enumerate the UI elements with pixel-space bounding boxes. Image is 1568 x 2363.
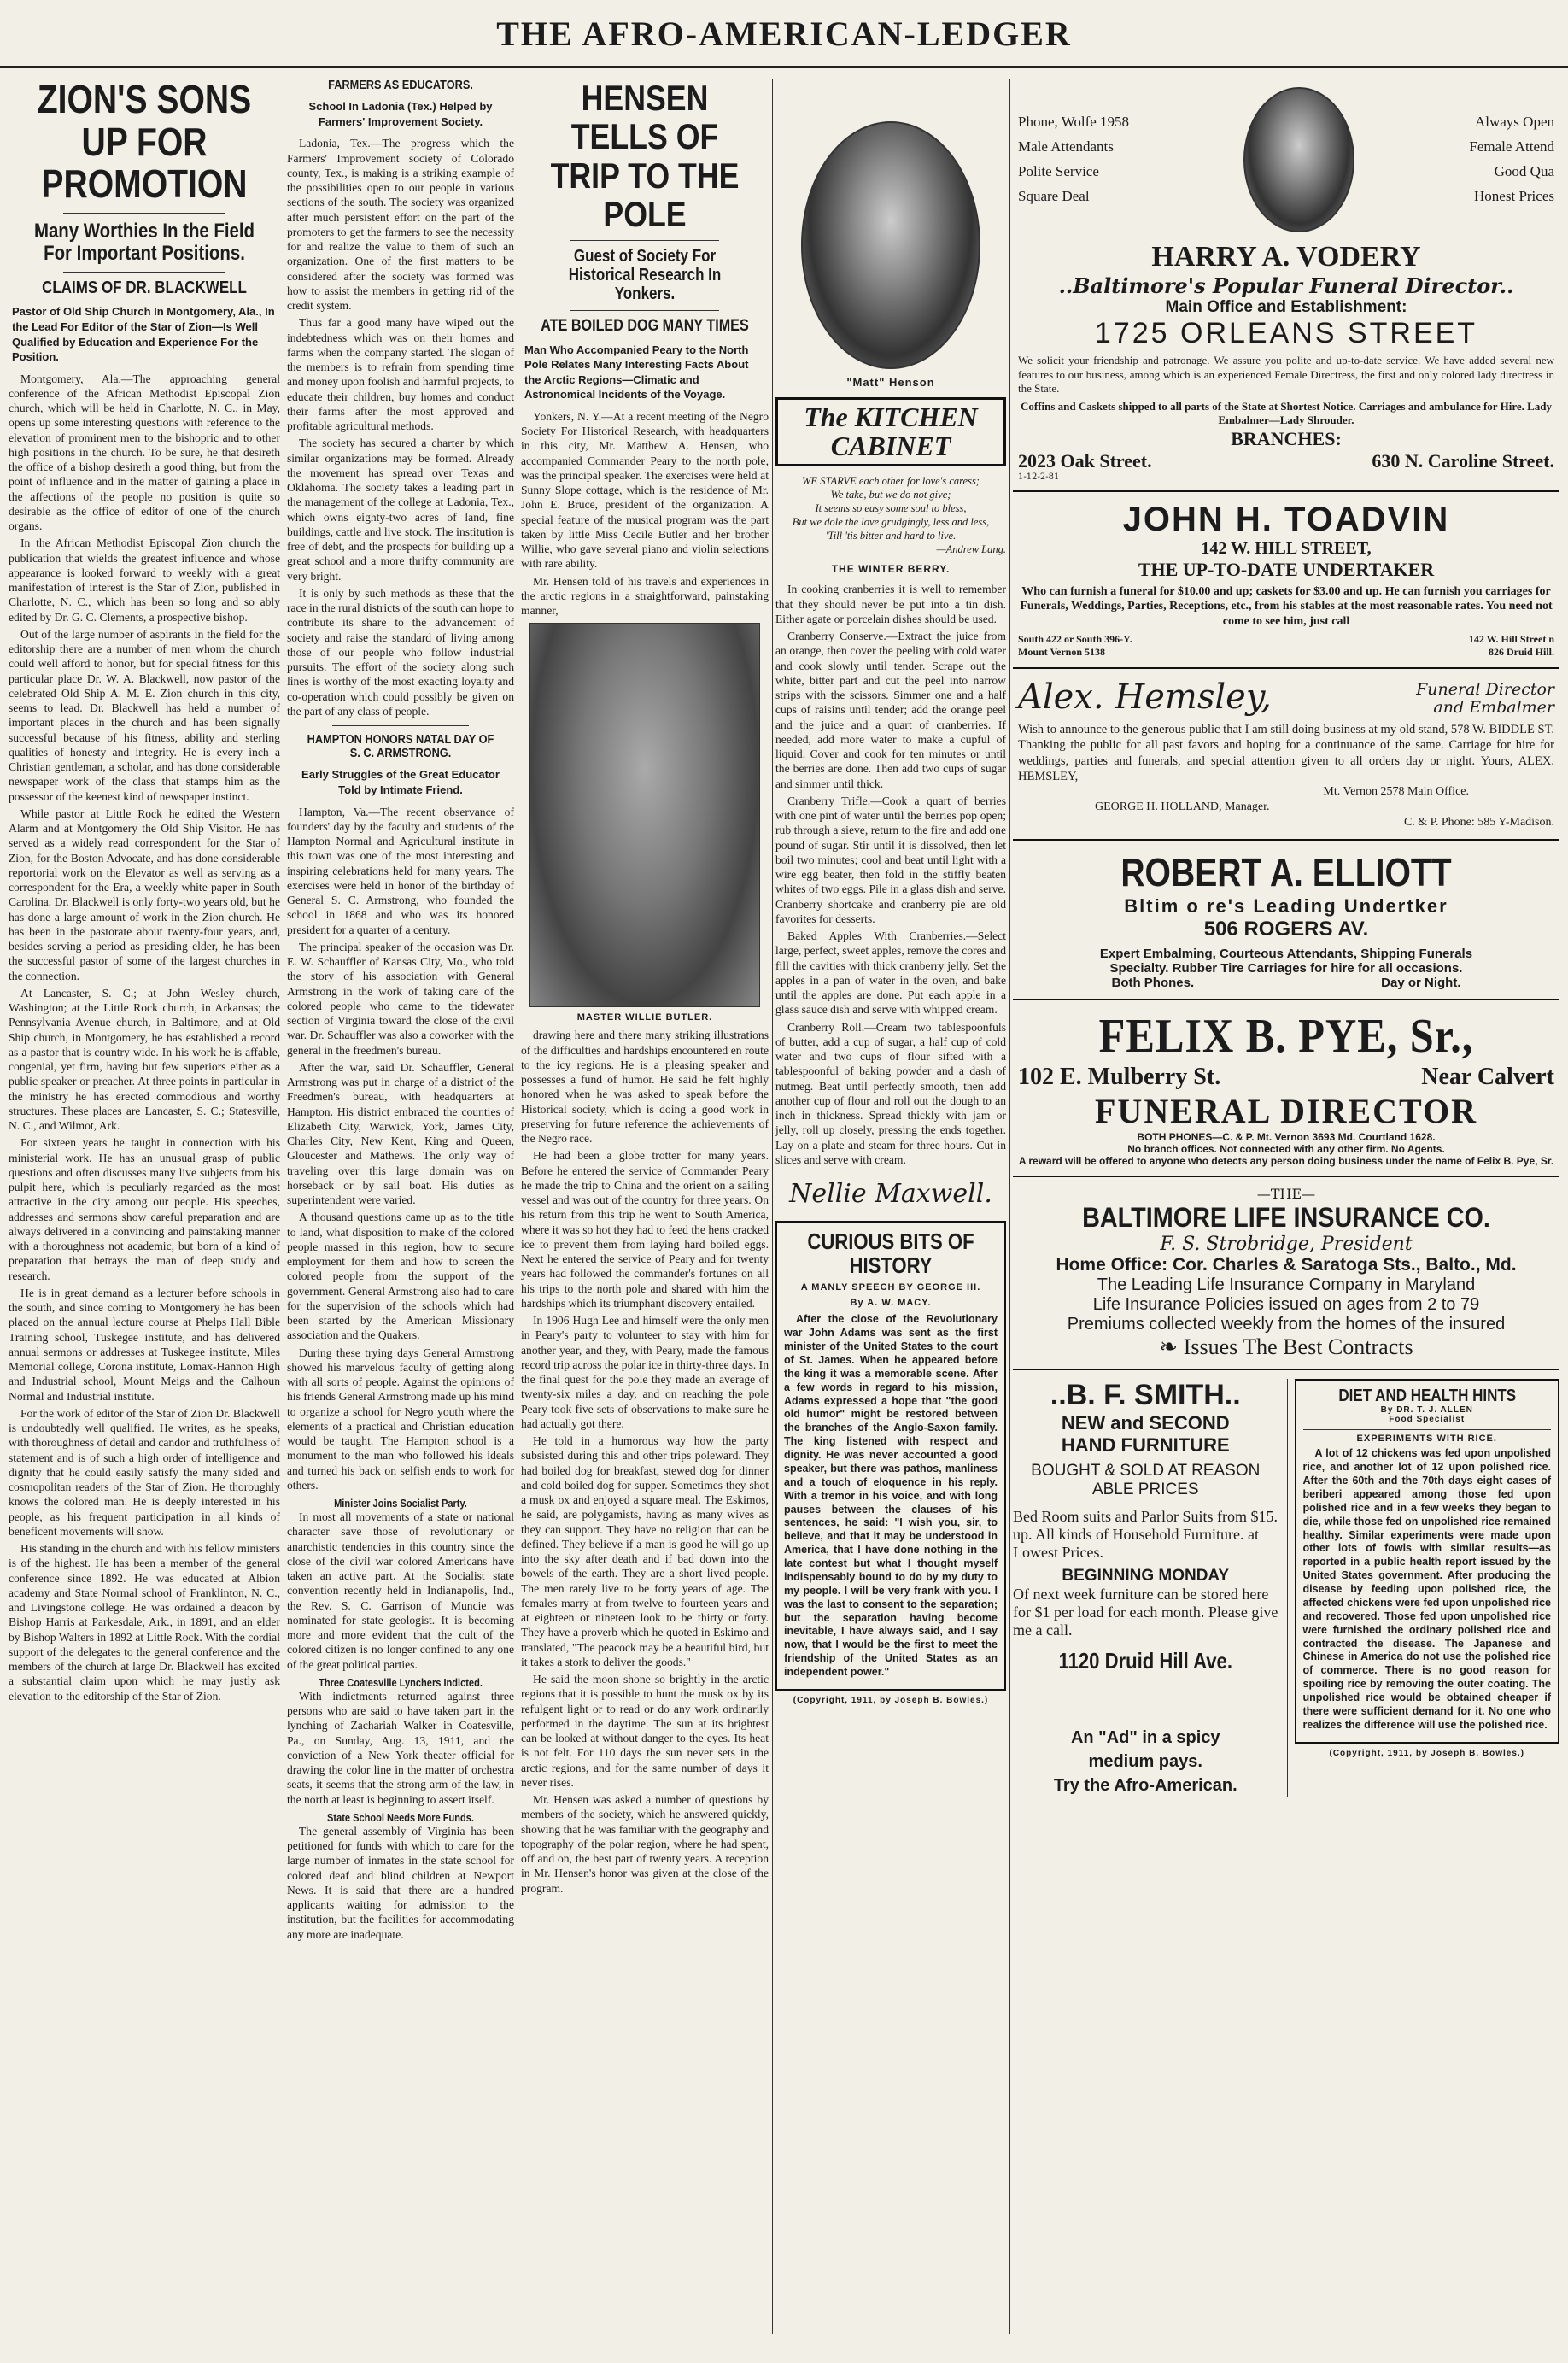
insurance-name: BALTIMORE LIFE INSURANCE CO. xyxy=(1082,1201,1490,1233)
diet-subtitle: EXPERIMENTS WITH RICE. xyxy=(1303,1429,1552,1444)
paragraph: Out of the large number of aspirants in the field for the editorship there are a number of men whom the church could well afford to honor, but for special fitness for this particular place Dr. W. A. Blackwell, now pastor of the celebrated Old Ship A. M. E. Zion church in this city, seems to lead. Dr. Blackwell has held a number of important places in the church and has been signally successful because of his fitness, ability and sterling qualities of honesty and integrity. He is every inch a Christian gentleman, a scholar, and has done considerable newspaper work of the class that stamps him as the possessor of the keenest kind of newspaper instinct. xyxy=(9,627,280,803)
copyright: (Copyright, 1911, by Joseph B. Bowles.) xyxy=(793,1695,989,1705)
coatesville-body xyxy=(287,1689,514,1807)
house-ad xyxy=(1013,1726,1278,1797)
elliott-footer xyxy=(1018,976,1554,990)
smith-line: ABLE PRICES xyxy=(1091,1480,1199,1498)
zion-body xyxy=(9,372,280,1703)
hemsley-ad xyxy=(1013,669,1559,841)
vodery-address: 1725 ORLEANS STREET xyxy=(1094,317,1478,349)
column-hensen xyxy=(521,79,769,2334)
vodery-line: Always Open xyxy=(1474,114,1554,131)
masthead xyxy=(0,0,1568,68)
pye-name: FELIX B. PYE, Sr., xyxy=(1098,1009,1474,1063)
newspaper-title: THE AFRO-AMERICAN-LEDGER xyxy=(496,15,1072,53)
diet-byline-2: Food Specialist xyxy=(1389,1415,1466,1425)
curious-headline: CURIOUS BITS OF HISTORY xyxy=(807,1228,974,1279)
hemsley-name: Alex. Hemsley, xyxy=(1018,677,1272,717)
smith-body2: Of next week furniture can be stored here for $1 per load for each month. Please give me a call. xyxy=(1013,1585,1278,1639)
bottom-ads-row xyxy=(1013,1379,1559,1797)
portrait-caption: "Matt" Henson xyxy=(846,376,935,389)
socialist-headline: Minister Joins Socialist Party. xyxy=(334,1497,467,1510)
paragraph: In 1906 Hugh Lee and himself were the only men in Peary's party to volunteer to stay with him for another year, and they, with Peary, made the famous record trip across the polar ice in thirty-three days. In the final quest for the pole they made an average of twenty-six miles a day, and on reaching the pole Peary took five sets of observations to make sure he had actually got there. xyxy=(521,1314,769,1430)
column-zion xyxy=(9,79,280,2334)
column-rule xyxy=(1009,79,1010,2334)
hampton-deck: Early Struggles of the Great Educator Told by Intimate Friend. xyxy=(301,768,500,796)
curious-history-box xyxy=(775,1221,1006,1691)
toadvin-tagline: THE UP-TO-DATE UNDERTAKER xyxy=(1138,558,1435,580)
paragraph: Cranberry Conserve.—Extract the juice from an orange, then cover the peeling with cold water and cook slowly until tender. Scrape out the white, bitter part and cut the peel into narrow strips with the scissors. Simmer one and a half cups of raisins until tender; add the orange peel and the juice and a quart of cranberries. If needed, add more water to make a cupful of liquid. Cover and cook for ten minutes or until the berries are done. Then add two cups of sugar and simmer until thick. xyxy=(775,630,1006,790)
branch: 630 N. Caroline Street. xyxy=(1372,449,1554,472)
school-funds-headline: State School Needs More Funds. xyxy=(327,1810,474,1824)
kitchen-subtitle: THE WINTER BERRY. xyxy=(831,563,951,576)
pye-phones: BOTH PHONES—C. & P. Mt. Vernon 3693 Md. Courtland 1628. xyxy=(1137,1130,1436,1143)
phone: 142 W. Hill Street n xyxy=(1468,632,1554,645)
hampton-body xyxy=(287,805,514,1493)
vodery-line: Honest Prices xyxy=(1474,187,1554,204)
phone: 826 Druid Hill. xyxy=(1488,645,1554,658)
paragraph: A thousand questions came up as to the title to land, what disposition to make of the colored people massed in this region, how to secure employment for them and how to screen the colored people from the support of the government. General Armstrong also had to care for the supervision of the schools which had been started by the American Missionary association and the Quakers. xyxy=(287,1211,514,1342)
paragraph: At Lancaster, S. C.; at John Wesley church, Washington; at the Little Rock church, in Arkansas; the Pennsylvania Avenue church, in Baltimore, and at Old Ship church, in Montgomery, he has established a record as a pastor that is country wide. In his work he is affable, congenial, yet firm, having but few superiors either as a public speaker or preacher. At three points in particular in the ministry he has erected commodious and worthy structures. These places are Lancaster, S. C.; Statesville, N. C., and Wilmot, Ark. xyxy=(9,986,280,1133)
vodery-ad xyxy=(1013,79,1559,492)
vodery-right xyxy=(1469,110,1554,209)
hensen-subhead: ATE BOILED DOG MANY TIMES xyxy=(541,317,749,336)
pye-role: FUNERAL DIRECTOR xyxy=(1095,1091,1477,1130)
curious-subtitle: A MANLY SPEECH BY GEORGE III. xyxy=(800,1282,981,1293)
diet-byline: By DR. T. J. ALLEN xyxy=(1380,1405,1473,1416)
toadvin-ad xyxy=(1013,492,1559,669)
paragraph: Montgomery, Ala.—The approaching general conference of the African Methodist Episcopal Zion church, which will be held in Charlotte, N. C., in May, opens up some interesting questions with reference to the elevation of prominent men to the bishopric and to other high positions in the church. To be sure, he that desireth the office of a bishop desireth a good thing, but from the point of influence and in the matter of gaining a place in the affections of the people no position is quite so desirable as the office of editor of one of the church organs. xyxy=(9,372,280,533)
column-ads xyxy=(1013,79,1559,2334)
paragraph: In the African Methodist Episcopal Zion church the publication that wields the greatest influence and whose appearance is looked forward to weekly with a great manifestation of interest is the Star of Zion, published in Charlotte, N. C., which has been so long and so ably edited by Dr. G. C. Clements, a prospective bishop. xyxy=(9,537,280,624)
vodery-office: Main Office and Establishment: xyxy=(1165,298,1407,316)
signature: Nellie Maxwell. xyxy=(789,1179,992,1210)
vodery-line: Phone, Wolfe 1958 xyxy=(1018,114,1130,131)
paragraph: Mr. Hensen was asked a number of questions by members of the society, which he answered quickly, showing that he was familiar with the geography and topography of the polar region, where he had spent, off and on, the best part of twenty years. A reception in Mr. Hensen's honor was given at the close of the program. xyxy=(521,1793,769,1895)
vodery-body: We solicit your friendship and patronage. We assure you polite and up-to-date service. We have added several new features to our business, among which is an experienced Female Directress, the first and only colored lady directress in the State. xyxy=(1018,354,1554,395)
toadvin-body: Who can furnish a funeral for $10.00 and up; caskets for $3.00 and up. He can furnish you carriages for Funerals, Weddings, Parties, Receptions, etc., from his stables at the most reasonable rates. You need not come to see him, just call xyxy=(1020,584,1553,629)
paragraph: Ladonia, Tex.—The progress which the Farmers' Improvement society of Colorado county, Tex., is making is a striking example of the possibilities open to our people in various sections of the south. The society was organized after much persistent effort on the part of the promoters to get the farmers to see the necessity for and realize the value to them of such an organization. One of the first matters to be considered after the society was formed was how to assist the members in getting rid of the credit system. xyxy=(287,137,514,313)
copyright: (Copyright, 1911, by Joseph B. Bowles.) xyxy=(1329,1748,1524,1758)
hensen-body xyxy=(521,409,769,619)
smith-line: BOUGHT & SOLD AT REASON xyxy=(1031,1461,1261,1480)
vodery-line: Male Attendants xyxy=(1018,138,1114,155)
paragraph: For the work of editor of the Star of Zion Dr. Blackwell is undoubtedly well qualified. He writes, as he speaks, with thoroughness of detail and candor and truthfulness of statement and is of such a high order of intelligence and dignity that he could easily satisfy the many sided and cosmopolitan readers of the Star of Zion. He thoroughly knows the colored man. He is deeply interested in his people, as his frequent participation in all kinds of beneficent movements will show. xyxy=(9,1406,280,1538)
house-ad-line: medium pays. xyxy=(1088,1751,1202,1771)
paragraph: With indictments returned against three persons who are said to have taken part in the lynching of Zachariah Walker in Coatesville, Pa., on Sunday, Aug. 13, 1911, and the conviction of a New York theater official for drawing the color line in the matter of orchestra seats, it seems that the strong arm of the law, in the north at least is beginning to assert itself. xyxy=(287,1689,514,1806)
insurance-label: —THE— xyxy=(1256,1185,1316,1202)
paragraph: Yonkers, N. Y.—At a recent meeting of the Negro Society For Historical Research, with headquarters in this city, Mr. Matthew A. Hensen, who accompanied Commander Peary to the north pole, was the principal speaker. The exercises were held at Sunny Slope cottage, which is the residence of Mr. John E. Bruce, president of the organization. A special feature of the musical program was the part taken by little Miss Cecile Butler and her brother Willie, who gave several piano and violin selections with rare ability. xyxy=(521,409,769,571)
school-funds-body xyxy=(287,1824,514,1942)
socialist-body xyxy=(287,1510,514,1672)
insurance-contracts: Issues The Best Contracts xyxy=(1183,1334,1413,1359)
hensen-deck: Guest of Society For Historical Research In Yonkers. xyxy=(568,247,722,303)
paragraph: Cranberry Roll.—Cream two tablespoonfuls of butter, add a cup of sugar, a half cup of cold water and two cups of flour sifted with a tablespoonful of baking powder and a dash of nutmeg. Beat until perfectly smooth, then add another cup of flour and roll out the dough to an inch in thickness. Spread thickly with jam or jelly, roll up closely, pressing the ends together. Lay on a plate and steam for three hours. Cut in slices and serve with cream. xyxy=(775,1020,1006,1166)
divider xyxy=(63,213,226,214)
elliott-tagline: Bltim o re's Leading Undertker xyxy=(1124,894,1448,917)
vodery-left xyxy=(1018,110,1129,209)
coatesville-headline: Three Coatesville Lynchers Indicted. xyxy=(319,1675,483,1689)
smith-monday: BEGINNING MONDAY xyxy=(1062,1566,1230,1585)
branch: 2023 Oak Street. xyxy=(1018,449,1152,472)
kitchen-cabinet-banner xyxy=(775,397,1006,466)
poem-line: WE STARVE each other for love's caress; xyxy=(802,475,980,488)
zion-subhead: CLAIMS OF DR. BLACKWELL xyxy=(42,278,247,297)
kitchen-title: The KITCHEN xyxy=(804,402,978,432)
curious-body xyxy=(784,1313,998,1680)
phone: South 422 or South 396-Y. xyxy=(1018,632,1132,645)
paragraph: He had been a globe trotter for many years. Before he entered the service of Commander Peary he made the trip to China and the orient on a sailing vessel and was out of the country for three years. On his return from this trip he went to South America, where it was so hot they had to feed the hens cracked ice to prevent them from laying hard boiled eggs. Next he entered the service of Peary and for twenty years had followed the commander's fortunes on all his trips to the north pole and shared with him the hardships which its triumphant discovery entailed. xyxy=(521,1149,769,1310)
paragraph: For sixteen years he taught in connection with his ministerial work. He has an unusual grasp of public questions and often discusses many live subjects from his pulpit here, which is peculiarly regarded as the most attractive in the city among our people. His speeches, addresses and sermons show careful preparation and are always delivered in a convincing and painstaking manner with a thoroughness not academic, but born of a kind of preparation that betrays the man of deep study and research. xyxy=(9,1136,280,1282)
diet-headline: DIET AND HEALTH HINTS xyxy=(1337,1386,1516,1405)
poem-line: 'Till 'tis bitter and hard to live. xyxy=(825,529,957,542)
insurance-line: The Leading Life Insurance Company in Maryland xyxy=(1097,1275,1476,1294)
paragraph: Baked Apples With Cranberries.—Select large, perfect, sweet apples, remove the cores and fill the cavities with thick cranberry jelly. Set the apples in a pan of water in the oven, and bake until the apples are done. Put each apple in a glass sauce dish and serve with whipped cream. xyxy=(775,929,1006,1017)
smith-address: 1120 Druid Hill Ave. xyxy=(1058,1647,1232,1674)
vodery-line: Female Attend xyxy=(1469,138,1554,155)
role-line: and Embalmer xyxy=(1433,697,1554,717)
paragraph: In cooking cranberries it is well to remember that they should never be put into a tin dish. Either agate or porcelain dishes should be used. xyxy=(775,583,1006,625)
paragraph: He said the moon shone so brightly in the arctic regions that it is possible to hunt the musk ox by its refulgent light or to read or do any work ordinarily performed in the daytime. The sun at its brightest can be looked at without danger to the eyes. Its heat is not felt. For 110 days the sun never sets in the arctic regions, and for the same number of days it never rises. xyxy=(521,1673,769,1789)
pye-ad xyxy=(1013,1000,1559,1177)
smith-name: ..B. F. SMITH.. xyxy=(1050,1378,1241,1411)
paragraph: In most all movements of a state or national character save those of revolutionary or anarchistic tendencies in this country since the close of the civil war colored Americans have taken an active part. At the Socialist state convention recently held in Indianapolis, Ind., the Rev. S. C. Garrison of Muncie was nominated for state geologist. It is becoming more and more evident that the cult of the colored citizen is no longer confined to any one of the great political parties. xyxy=(287,1510,514,1671)
insurance-line: Premiums collected weekly from the homes of the insured xyxy=(1067,1314,1506,1334)
toadvin-phones xyxy=(1018,633,1554,659)
paragraph: It is only by such methods as these that the race in the rural districts of the south can hope to contribute its share to the advancement of society and raise the standard of living among those of our people who follow industrial pursuits. The effort of the society along such lines is worthy of the most exacting loyalty and co-operation which could possibly be given on the part of any class of people. xyxy=(287,586,514,718)
photo-caption: MASTER WILLIE BUTLER. xyxy=(576,1012,713,1023)
column-farmers xyxy=(287,79,514,2334)
insurance-line: Life Insurance Policies issued on ages from 2 to 79 xyxy=(1092,1294,1480,1314)
kitchen-title-2: CABINET xyxy=(830,430,951,461)
pye-notice: No branch offices. Not connected with any other firm. No Agents. xyxy=(1127,1142,1445,1155)
divider xyxy=(570,240,719,241)
column-kitchen xyxy=(775,79,1006,2334)
pye-address-row xyxy=(1018,1064,1554,1091)
hensen-body-continued xyxy=(521,1028,769,1896)
paragraph: drawing here and there many striking illustrations of the difficulties and hardships encountered en route to the icy regions. He is a pleasing speaker and possesses a fund of humor. He said he felt highly honored when he was asked to speak before the Historical society, which is doing a good work in preserving for future reference the achievements of the Negro race. xyxy=(521,1029,769,1146)
diet-box xyxy=(1295,1379,1560,1744)
paragraph: Mr. Hensen told of his travels and experiences in the arctic regions in a straightforward, painstaking manner, xyxy=(521,574,769,618)
zion-summary: Pastor of Old Ship Church In Montgomery, Ala., In the Lead For Editor of the Star of Zion—Is Well Qualified by Education and Experience For the Position. xyxy=(12,305,275,364)
paragraph: After the close of the Revolutionary war John Adams was sent as the first minister of the United States to the court of St. James. When he appeared before the king it was a memorable scene. After a few words in regard to his mission, Adams expressed a hope that "the good old humor" might be restored between the branches of the Anglo-Saxon family. The king listened with respect and dignity. He was never accounted a good speaker, but there was pathos, manliness and a touch of eloquence in his reply. With a tremor in his voice, and with long pauses between the clauses of his sentences, he said: "I wish you, sir, to believe, and that it may be understood in America, that I have done nothing in the late contest but what I thought myself indispensably bound to do by my duty to my people. I will be very frank with you. I was the last to consent to the separation; but the separation having become inevitable, I have always said, and I say now, that I would be the first to meet the friendship of the United States as an independent power." xyxy=(784,1313,998,1679)
paragraph: A lot of 12 chickens was fed upon unpolished rice, and another lot of 12 upon polished rice. After the 60th and the 70th days eight cases of beriberi appeared among those fed upon polished rice and in a few weeks they began to die, while those fed on unpolished rice remained healthy. Similar experiments were made upon other lots of fowls with similar results—as reported in a public health report issued by the United States government. After producing the disease by feeding upon polished rice, the affected chickens were fed upon unpolished rice and recovered. Those fed upon unpolished rice were furnished the ordinary polished rice and contracted the disease. The Japanese and Chinese in America do not use the polished rice of commerce. There is no good reason for spoiling rice by removing the outer coating. The unpolished rice would be obtained cheaper if there were sufficient demand for it. No one who realizes the difference will use the polished rice. xyxy=(1302,1447,1551,1731)
paragraph: Thus far a good many have wiped out the indebtedness which was on their homes and farms when the company started. The slogan of the members is to refrain from spending time and money upon foolish and harmful projects, to educate their children, buy homes and conduct their farms after the most approved and profitable agricultural methods. xyxy=(287,316,514,433)
paragraph: During these trying days General Armstrong showed his marvelous faculty of getting along with all sorts of people. Against the opinions of his friends General Armstrong made up his mind to organize a school for Negro youth where the elements of a practical and Christian education would be taught. The Hampton school is a monument to the man who followed his ideals and turned his back on selfish ends to work for others. xyxy=(287,1346,514,1492)
kitchen-body xyxy=(775,582,1006,1167)
hemsley-role xyxy=(1416,681,1554,717)
poem-line: But we dole the love grudgingly, less and less, xyxy=(792,515,990,528)
smith-ad xyxy=(1013,1379,1278,1797)
vodery-tagline: ..Baltimore's Popular Funeral Director.. xyxy=(1058,273,1514,298)
smith-line: NEW and SECOND xyxy=(1061,1411,1230,1434)
poem-line: We take, but we do not give; xyxy=(830,489,951,501)
hemsley-phone: Mt. Vernon 2578 Main Office. xyxy=(1323,785,1469,799)
pye-near: Near Calvert xyxy=(1421,1063,1554,1090)
divider xyxy=(63,272,226,273)
vodery-line: Polite Service xyxy=(1018,163,1099,179)
pye-address: 102 E. Mulberry St. xyxy=(1018,1063,1221,1090)
curious-byline: By A. W. MACY. xyxy=(850,1298,932,1309)
house-ad-line: An "Ad" in a spicy xyxy=(1070,1727,1220,1747)
paragraph: The general assembly of Virginia has been petitioned for funds with which to care for the large number of inmates in the state school for colored deaf and blind children at Newport News. It is said that there are a hundred applicants waiting for admission to the institution, but the facilities for accommodating any more are inadequate. xyxy=(287,1824,514,1941)
hampton-headline: HAMPTON HONORS NATAL DAY OF S. C. ARMSTRONG. xyxy=(307,732,494,761)
toadvin-address: 142 W. HILL STREET, xyxy=(1201,538,1372,558)
vodery-branches: BRANCHES: xyxy=(1231,427,1342,449)
vodery-line: Good Qua xyxy=(1494,163,1554,179)
phone: Mount Vernon 5138 xyxy=(1018,645,1106,658)
insurance-president: F. S. Strobridge, President xyxy=(1160,1233,1413,1255)
elliott-ad xyxy=(1013,841,1559,1000)
paragraph: He told in a humorous way how the party subsisted during this and other trips poleward. They had boiled dog for breakfast, stewed dog for dinner and cold boiled dog for supper. Sometimes they shot a musk ox and enjoyed a square meal. The Eskimos, he said, are polygamists, having as many wives as they can support. They have no religion that can be defined. They believe if a man is good he will go up into the sky after death and if bad down into the bowels of the earth. They are a short lived people. The men rarely live to be forty years of age. The females marry at from twelve to fourteen years and at eighteen or nineteen look to be thirty or forty. They have a proverb which he quoted in Eskimo and translated, "The peacock may be a beautiful bird, but it takes a stork to deliver the goods." xyxy=(521,1434,769,1668)
henson-portrait xyxy=(801,121,980,369)
elliott-name: ROBERT A. ELLIOTT xyxy=(1120,849,1452,894)
paragraph: The principal speaker of the occasion was Dr. E. W. Schauffler of Kansas City, Mo., who told the story of his association with General Armstrong in the work of taking care of the colored people who came to the tidewater section of Virginia toward the close of the civil war. Dr. Schauffler was also a coworker with the general in the freedmen's bureau. xyxy=(287,940,514,1057)
column-rule xyxy=(772,79,773,2334)
insurance-ad xyxy=(1013,1177,1559,1370)
ornament-icon: ❧ xyxy=(1159,1334,1179,1359)
elliott-body1: Expert Embalming, Courteous Attendants, Shipping Funerals xyxy=(1099,946,1473,961)
diet-body xyxy=(1303,1447,1552,1732)
farmers-deck: School In Ladonia (Tex.) Helped by Farmers' Improvement Society. xyxy=(308,100,493,128)
zion-deck: Many Worthies In the Field For Important Positions. xyxy=(33,220,255,265)
vodery-name: HARRY A. VODERY xyxy=(1151,241,1421,273)
paragraph: The society has secured a charter by which similar organizations may be formed. Already the movement has spread over Texas and Oklahoma. The society takes a leading part in the management of the college at Ladonia, Tex., which owns eighty-two acres of land, fine buildings, cattle and live stock. The institution is free of debt, and the prospects for building up a great school and a more thrifty community are very bright. xyxy=(287,437,514,583)
vodery-portrait xyxy=(1243,87,1354,232)
poem-line: It seems so easy some soul to bless, xyxy=(815,501,967,514)
vodery-branch-row xyxy=(1018,450,1554,472)
insurance-office: Home Office: Cor. Charles & Saratoga Sts., Balto., Md. xyxy=(1056,1254,1517,1275)
kitchen-poem xyxy=(775,475,1006,556)
farmers-headline: FARMERS AS EDUCATORS. xyxy=(328,79,473,92)
vodery-line: Square Deal xyxy=(1018,187,1090,204)
hemsley-phone2: C. & P. Phone: 585 Y-Madison. xyxy=(1403,815,1554,829)
ad-code: 1-12-2-81 xyxy=(1018,472,1060,482)
poem-author: —Andrew Lang. xyxy=(936,542,1006,555)
paragraph: Cranberry Trifle.—Cook a quart of berries with one pint of water until the berries pop open; rub through a sieve, return to the fire and add one pound of sugar. Stir until it is dissolved, then let boil two minutes; cool and beat until light with a wire egg beater, then fold in the stiffly beaten whites of two eggs. Pile in a glass dish and serve. Cranberry shortcake and cranberry pie are old favorites for desserts. xyxy=(775,794,1006,925)
pye-notice: A reward will be offered to anyone who detects any person doing business under the name of Felix B. Pye, Sr. xyxy=(1018,1154,1554,1167)
elliott-address: 506 ROGERS AV. xyxy=(1203,917,1369,941)
paragraph: While pastor at Little Rock he edited the Western Alarm and at Montgomery the Old Ship Visitor. He has served as a widely read correspondent for the Star of Zion, for the Boston Advocate, and has done considerable reportorial work on the Elevator as well as serving as a correspondent for the Era, a weekly white paper in South Carolina. Dr. Blackwell is only forty-two years old, but he has done a large amount of work in the Zion church. He has been in the pastorate about twenty-four years, and, besides serving a period as presiding elder, he has been the successful pastor of some of the largest churches in the connection. xyxy=(9,806,280,982)
farmers-body xyxy=(287,136,514,718)
role-line: Funeral Director xyxy=(1416,680,1554,700)
divider xyxy=(332,725,469,726)
toadvin-name: JOHN H. TOADVIN xyxy=(1122,500,1450,538)
zion-headline: ZION'S SONS UP FOR PROMOTION xyxy=(37,79,252,207)
elliott-body2: Specialty. Rubber Tire Carriages for hire for all occasions. xyxy=(1109,960,1463,976)
paragraph: Hampton, Va.—The recent observance of founders' day by the faculty and students of the Hampton Normal and Agricultural institute in this town was one of the most interesting and inspiring celebrations held for many years. The exercises were held in honor of the birthday of General S. C. Armstrong, who founded the school in 1868 and who was its honored president for a quarter of a century. xyxy=(287,805,514,936)
paragraph: He is in great demand as a lecturer before schools in the south, and since coming to Montgomery he has been placed on the annual lecture course at Phelps Hall Bible Training school, Tuskegee institute, and has delivered annual sermons or addresses at Tuskegee institute, Miles Memorial college, Corona institute, Lomax-Hannon High and Industrial school, Mount Meigs and the Calhoun Normal and Industrial institute. xyxy=(9,1286,280,1403)
paragraph: After the war, said Dr. Schauffler, General Armstrong was put in charge of a district of the Freedmen's bureau, with headquarters at Hampton. His district embraced the counties of Elizabeth City, Warwick, York, James City, Charles City, New Kent, King and Queen, Gloucester and Mathews. The only way of traveling over this large domain was on horseback or by sail boat. His duties as superintendent were varied. xyxy=(287,1060,514,1206)
elliott-hours: Day or Night. xyxy=(1381,975,1461,990)
elliott-phones: Both Phones. xyxy=(1111,975,1195,990)
divider xyxy=(570,310,719,311)
diet-column xyxy=(1287,1379,1560,1797)
paragraph: His standing in the church and with his fellow ministers is of the highest. He has been a member of the general conference since 1892. He was educated at Albion academy and State Normal school of Franklinton, N. C., and Livingstone college. He was ordained a deacon by Bishop Harris at Parkesdale, Ark., in 1891, and an elder by Bishop Walters in 1892 at Little Rock. With the cordial support of the delegates to the general conference and the members of the church at large Dr. Blackwell has excited a substantial claim upon which he may justly ask elevation to the editorship of the Star of Zion. xyxy=(9,1542,280,1703)
hensen-summary: Man Who Accompanied Peary to the North Pole Relates Many Interesting Facts About the Arctic Regions—Climatic and Astronomical Incidents of the Voyage. xyxy=(524,343,749,402)
hemsley-manager: GEORGE H. HOLLAND, Manager. xyxy=(1095,800,1270,814)
smith-line: HAND FURNITURE xyxy=(1061,1434,1230,1456)
house-ad-line: Try the Afro-American. xyxy=(1053,1775,1237,1795)
smith-body: Bed Room suits and Parlor Suits from $15. up. All kinds of Household Furniture. at Lowest Prices. xyxy=(1013,1507,1278,1561)
hemsley-body: Wish to announce to the generous public that I am still doing business at my old stand, 578 W. BIDDLE ST. Thanking the public for all past favors and hoping for a continuance of the same. Carriage for hire for weddings, parties and funerals, and special attention given to all orders day or night. Yours, ALEX. HEMSLEY, xyxy=(1018,722,1554,784)
willie-butler-photo xyxy=(529,623,760,1007)
vodery-shipping: Coffins and Caskets shipped to all parts of the State at Shortest Notice. Carriages and ambulance for Hire. Lady Embalmer—Lady Shrouder. xyxy=(1020,399,1553,426)
hensen-headline: HENSEN TELLS OF TRIP TO THE POLE xyxy=(550,79,740,235)
